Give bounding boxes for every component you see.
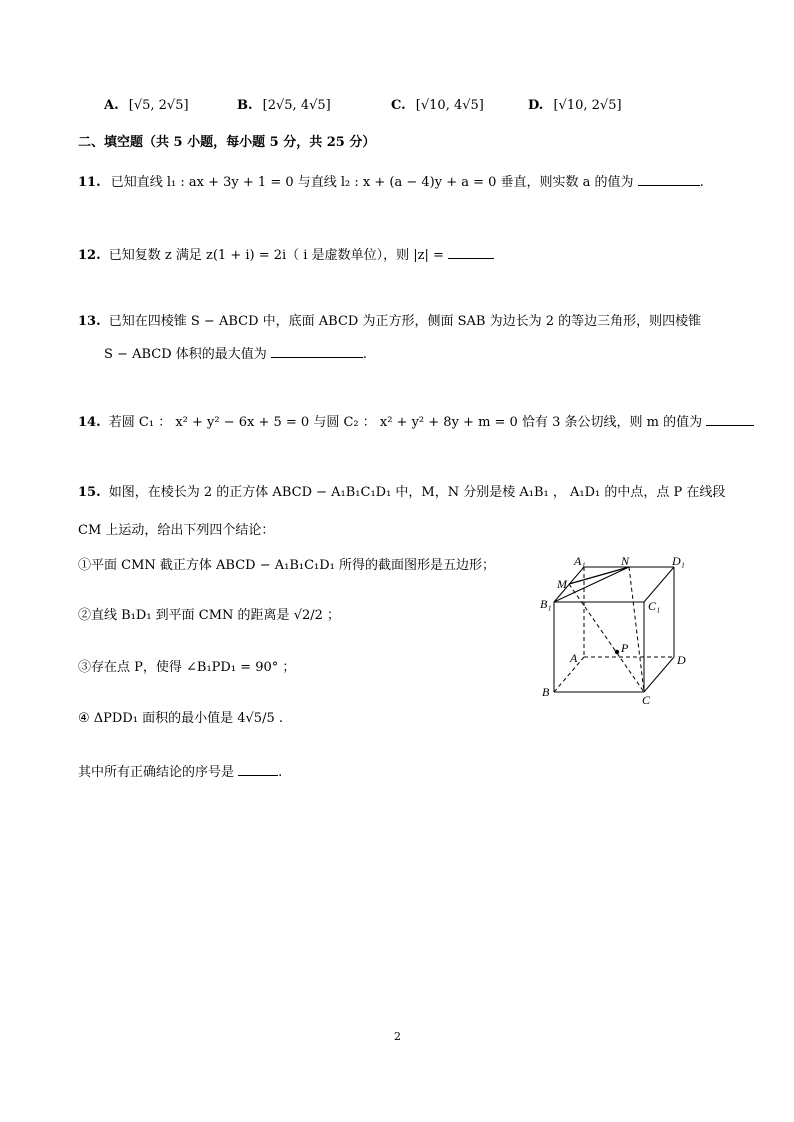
question-15-line1	[78, 485, 725, 501]
option-a	[104, 98, 189, 114]
option-d-value: [√10, 2√5]	[553, 98, 622, 113]
label-d: D	[677, 653, 686, 667]
conclusion-1: ①平面 CMN 截正方体 ABCD − A₁B₁C₁D₁ 所得的截面图形是五边形；	[78, 558, 496, 573]
question-14	[78, 412, 754, 431]
option-c-value: [√10, 4√5]	[415, 98, 484, 113]
answer-blank-14[interactable]	[706, 412, 754, 426]
label-c1: C₁	[648, 599, 661, 613]
label-b1: B₁	[540, 597, 552, 611]
answer-blank-12[interactable]	[448, 245, 494, 259]
question-14-text: 若圆 C₁ ： x² + y² − 6x + 5 = 0 与圆 C₂ ： x² + y² + 8y + m = 0 恰有 3 条公切线，则 m 的值为	[108, 415, 703, 430]
question-15-number: 15.	[78, 485, 101, 500]
cube-figure	[532, 552, 702, 712]
section-heading: 二、填空题（共 5 小题，每小题 5 分，共 25 分）	[78, 135, 376, 150]
question-14-number: 14.	[78, 415, 101, 430]
conclusion-3: ③存在点 P，使得 ∠B₁PD₁ = 90° ；	[78, 660, 296, 675]
edge-c-d	[644, 657, 674, 692]
question-13-number: 13.	[78, 314, 101, 329]
edge-a-b-hidden	[554, 657, 584, 692]
point-p	[615, 650, 619, 654]
label-m: M	[557, 577, 567, 591]
question-12-text: 已知复数 z 满足 z(1 + i) = 2i（ i 是虚数单位），则 |z| =	[108, 248, 444, 263]
option-b	[237, 98, 331, 114]
question-11: 11. 已知直线 l₁ : ax + 3y + 1 = 0 与直线 l₂ : x + (a − 4)y + a = 0 垂直，则实数 a 的值为 .	[78, 172, 704, 191]
option-c-letter: C.	[391, 98, 406, 113]
option-b-letter: B.	[237, 98, 253, 113]
segment-m-c-hidden	[569, 584, 644, 692]
conclusion-2: ②直线 B₁D₁ 到平面 CMN 的距离是 √2/2 ；	[78, 608, 341, 623]
question-11-text: 已知直线 l₁ : ax + 3y + 1 = 0 与直线 l₂ : x + (a − 4)y + a = 0 垂直，则实数 a 的值为	[110, 175, 634, 190]
option-b-value: [2√5, 4√5]	[262, 98, 331, 113]
question-15-text-1: 如图，在棱长为 2 的正方体 ABCD − A₁B₁C₁D₁ 中，M，N 分别是棱 A₁B₁ ， A₁D₁ 的中点，点 P 在线段	[108, 485, 726, 500]
label-n: N	[621, 554, 630, 568]
option-a-value: [√5, 2√5]	[128, 98, 189, 113]
question-13-line1	[78, 314, 701, 330]
answer-blank-11[interactable]	[638, 172, 700, 186]
page-number: 2	[394, 1030, 401, 1043]
question-13-text-2: S − ABCD 体积的最大值为	[104, 347, 267, 362]
question-13-text-1: 已知在四棱锥 S − ABCD 中，底面 ABCD 为正方形，侧面 SAB 为边长为 2 的等边三角形，则四棱锥	[108, 314, 702, 329]
question-11-number: 11.	[78, 175, 101, 190]
label-a1: A₁	[574, 554, 586, 568]
option-c	[391, 98, 484, 114]
label-d1: D₁	[672, 554, 685, 568]
label-a: A	[570, 651, 578, 665]
option-d-letter: D.	[528, 98, 544, 113]
question-13-line2: S − ABCD 体积的最大值为 .	[104, 344, 367, 363]
label-b: B	[542, 685, 550, 699]
question-12-number: 12.	[78, 248, 101, 263]
answer-blank-15[interactable]	[238, 762, 278, 776]
question-15-ask: 其中所有正确结论的序号是 .	[78, 762, 282, 781]
question-12	[78, 245, 494, 264]
edge-d1-c1	[644, 567, 674, 602]
answer-blank-13[interactable]	[271, 344, 363, 358]
conclusion-4: ④ ΔPDD₁ 面积的最小值是 4√5/5 .	[78, 711, 283, 726]
label-p: P	[621, 641, 629, 655]
question-15-line2: CM 上运动，给出下列四个结论：	[78, 523, 275, 538]
option-a-letter: A.	[104, 98, 119, 113]
option-d	[528, 98, 622, 114]
label-c: C	[642, 693, 651, 707]
question-15-ask-text: 其中所有正确结论的序号是	[78, 765, 235, 780]
